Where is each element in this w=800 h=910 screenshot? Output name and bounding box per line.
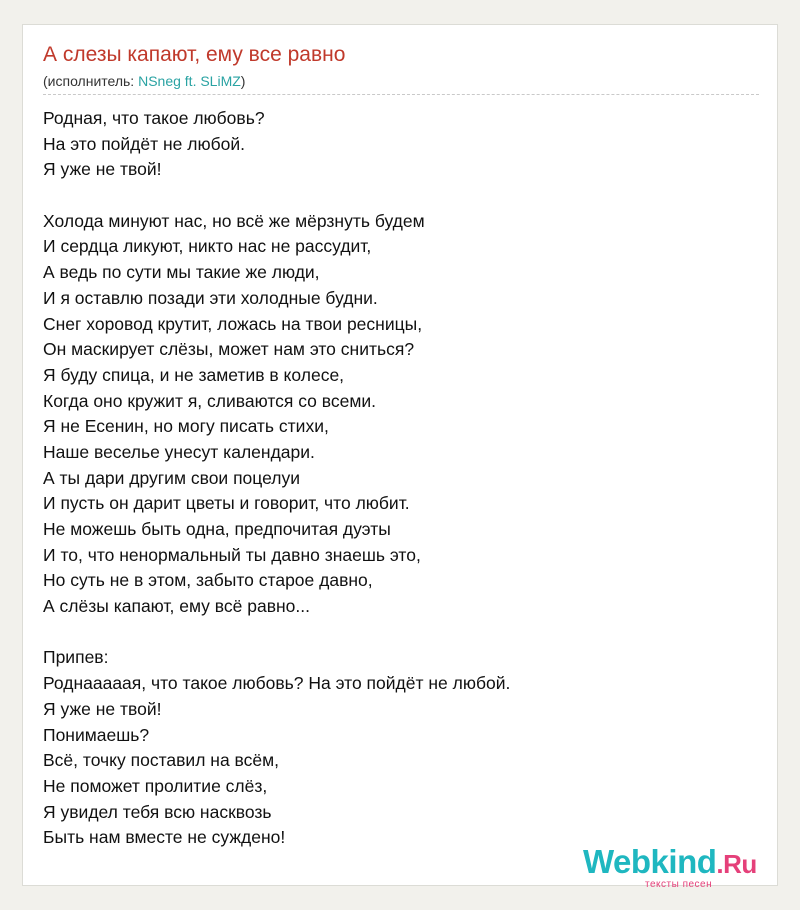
song-title: А слезы капают, ему все равно — [43, 43, 346, 66]
lyrics-line: Я уже не твой! — [43, 698, 162, 719]
lyrics-line: Я не Есенин, но могу писать стихи, — [43, 416, 329, 437]
lyrics-line: Я увидел тебя всю насквозь — [43, 801, 272, 822]
lyrics-line: Не поможет пролитие слёз, — [43, 775, 268, 796]
lyrics-line: Понимаешь? — [43, 724, 150, 745]
artist-link[interactable]: NSneg ft. SLiMZ — [138, 73, 241, 89]
lyrics-line: Снег хоровод крутит, ложась на твои ресницы, — [43, 313, 423, 334]
lyrics-line: И сердца ликуют, никто нас не рассудит, — [43, 236, 372, 257]
site-logo[interactable] — [583, 843, 783, 893]
lyrics-line: Он маскирует слёзы, может нам это сниться? — [43, 339, 415, 360]
lyrics-line: И я оставлю позади эти холодные будни. — [43, 287, 378, 308]
lyrics-line: Я уже не твой! — [43, 159, 162, 180]
logo-tld: .Ru — [716, 849, 757, 879]
logo-wordmark — [583, 843, 757, 881]
lyrics-line: На это пойдёт не любой. — [43, 133, 245, 154]
lyrics-line: И пусть он дарит цветы и говорит, что любит. — [43, 493, 410, 514]
lyrics-line: А слёзы капают, ему всё равно... — [43, 596, 310, 617]
lyrics-line: Припев: — [43, 647, 109, 668]
lyrics-line: Быть нам вместе не суждено! — [43, 827, 286, 848]
lyrics-card — [22, 24, 778, 890]
lyrics-blank-line — [43, 183, 759, 209]
logo-name: Webkind — [583, 843, 717, 880]
lyrics-line: Роднааааая, что такое любовь? На это пойдёт не любой. — [43, 673, 511, 694]
artist-line — [43, 73, 245, 89]
logo-tagline: тексты песен — [645, 879, 713, 890]
lyrics-line: Всё, точку поставил на всём, — [43, 750, 280, 771]
lyrics-blank-line — [43, 620, 759, 646]
lyrics-line: Холода минуют нас, но всё же мёрзнуть будем — [43, 210, 425, 231]
lyrics-line: А ты дари другим свои поцелуи — [43, 467, 300, 488]
lyrics-line: Наше веселье унесут календари. — [43, 441, 315, 462]
artist-prefix: (исполнитель: — [43, 73, 139, 89]
lyrics-line: Когда оно кружит я, сливаются со всеми. — [43, 390, 377, 411]
lyrics-line: Но суть не в этом, забыто старое давно, — [43, 570, 373, 591]
lyrics-line: Не можешь быть одна, предпочитая дуэты — [43, 519, 391, 539]
lyrics-body — [43, 106, 759, 851]
lyrics-line: И то, что ненормальный ты давно знаешь это, — [43, 544, 421, 565]
artist-suffix: ) — [240, 73, 246, 89]
lyrics-line: Родная, что такое любовь? — [43, 108, 265, 128]
divider — [43, 94, 759, 95]
lyrics-line: Я буду спица, и не заметив в колесе, — [43, 364, 345, 385]
lyrics-line: А ведь по сути мы такие же люди, — [43, 262, 320, 283]
